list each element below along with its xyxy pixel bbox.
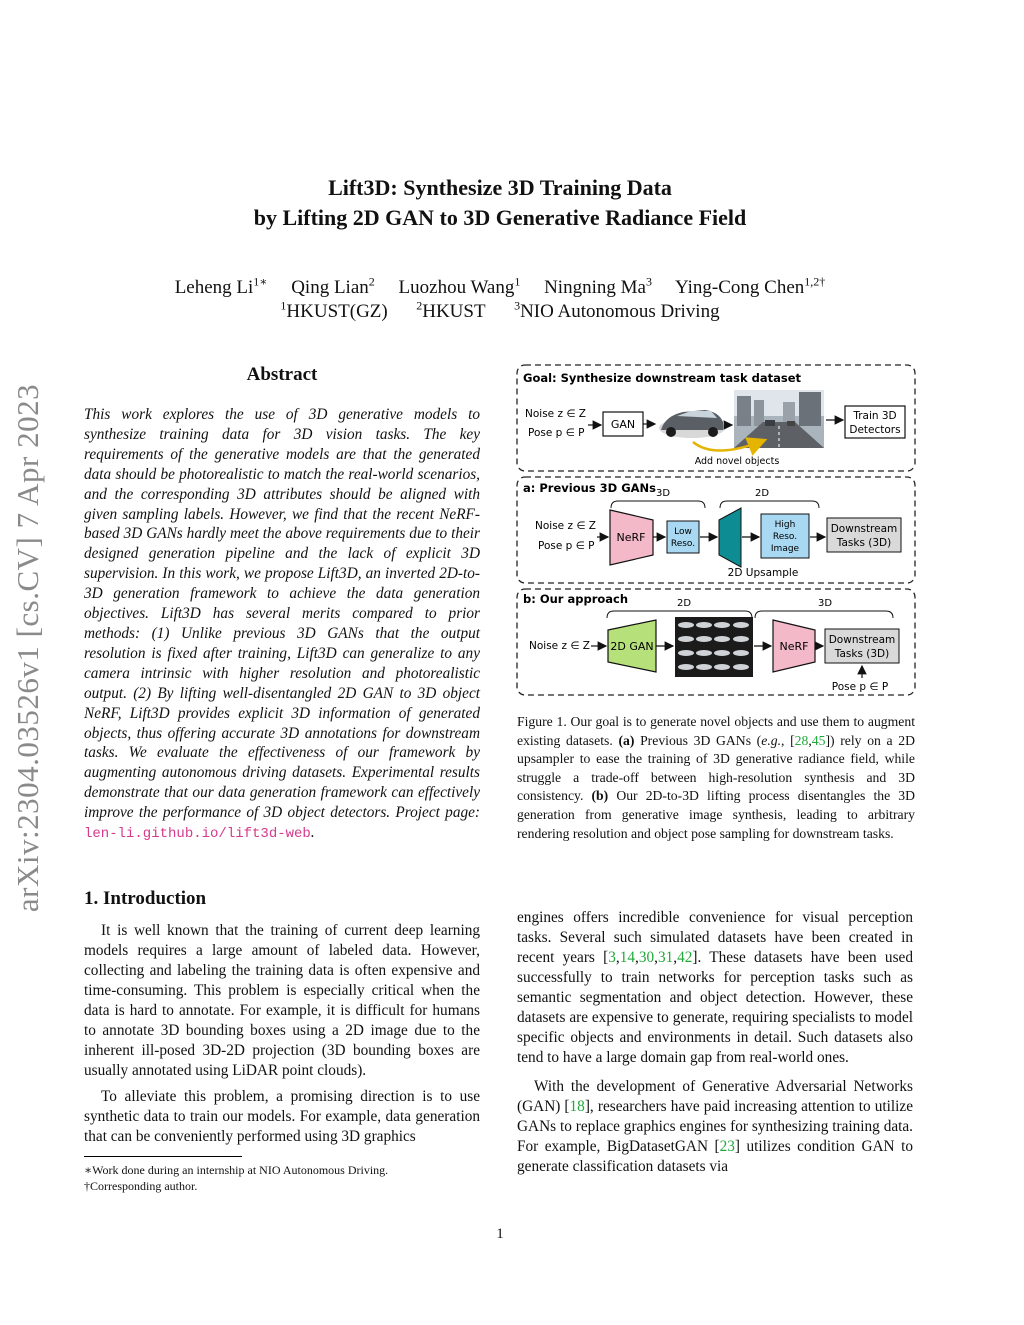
abstract-text: This work explores the use of 3D generative models to synthesize training data for 3D vision tasks. The key requirements of the generative models are that the generated data should be photorealistic to match the real-world scenarios, and the corresponding 3D attributes should be aligned with given sampling labels. However, we find that the recent NeRF-based 3D GANs hardly meet the above requirements due to their designed generation pipeline and the lack of explicit 3D supervision. In this work, we propose Lift3D, an inverted 2D-to-3D generation framework to achieve the data generation objectives. Lift3D has several merits compared to prior methods: (1) Unlike previous 3D GANs that the output resolution is fixed after training, Lift3D can generalize to any camera intrinsic with higher resolution and photorealistic output. (2) By lifting well-disentangled 2D GAN to 3D object NeRF, Lift3D provides explicit 3D information of generated objects, thus offering accurate 3D annotations for downstream tasks. We evaluate the effectiveness of our framework by augmenting autonomous driving datasets. Experimental results demonstrate that our data generation framework can effectively improve the performance of 3D object detectors. Project page: [84,406,480,822]
gan-box-label: GAN [610,418,636,431]
generated-car-image [659,410,725,438]
intro-right-column [517,908,913,1177]
citation-link[interactable]: 31 [657,949,674,966]
high-reso-label-1: High [774,520,796,530]
caption-lead: Figure 1. Our goal is to generate novel objects and use them to augment existing datasets. [517,714,915,748]
author: Ningning Ma$^3$ [544,275,652,299]
affiliation: $^3$NIO Autonomous Driving [514,299,720,323]
introduction-heading: 1. Introduction [84,888,207,909]
page-number: 1 [496,1226,504,1242]
arxiv-stamp-text: arXiv:2304.03526v1 [cs.CV] 7 Apr 2023 [10,383,45,913]
noise-label: Noise z ∈ Z [525,408,586,420]
author: Qing Lian$^2$ [291,275,375,299]
panel-b-title: b: Our approach [523,592,629,606]
intro-paragraph: It is well known that the training of current deep learning models requires a large amount of labeled data. However, collecting and labeling the training data is often expensive and time-consuming. This problem is especially critical when the data is hard to annotate. For example, it is difficult for humans to annotate 3D bounding boxes using a 2D image due to the inherent ill-posed 3D-2D projection (3D bounding boxes are usually annotated using LiDAR point clouds). [84,922,480,1079]
citation-link[interactable]: 28 [794,732,809,748]
citation-link[interactable]: 23 [719,1138,735,1155]
low-reso-label-2: Reso. [670,539,696,549]
noise-label: Noise z ∈ Z [535,520,596,532]
panel-a-title: a: Previous 3D GANs [523,481,656,495]
intro-left-column [84,921,480,1147]
street-scene-image [734,390,824,448]
figure-1-diagram [515,360,918,700]
noise-label: Noise z ∈ Z [529,640,590,652]
footnote: ∗Work done during an internship at NIO Autonomous Driving. [84,1163,389,1177]
citation-link[interactable]: 3 [608,949,616,966]
text-run: With the development of Generative Adversarial Networks (GAN) [ [517,1078,913,1115]
citation-link[interactable]: 14 [619,949,635,966]
low-reso-label-1: Low [674,527,692,537]
text-run: ]. These datasets have been used successfully to train networks for perception tasks such as semantic segmentation and object detection. However, these datasets are expensive to generate, requiring specialists to model specific objects and environments in detail. Such datasets also tend to have a large domain gap from real-world ones. [517,949,913,1066]
upsample-label: 2D Upsample [727,567,799,579]
author: Leheng $Li^{1∗}$ [174,275,268,299]
caption-cite-open: , [ [781,732,795,748]
footnote-rule [84,1156,242,1157]
nerf-label: NeRF [779,640,809,653]
high-reso-label-2: Reso. [772,532,798,542]
abstract-end: . [310,824,315,842]
text-run: ] utilizes condition GAN to generate classification datasets via [517,1138,913,1175]
generated-car-grid [675,617,753,677]
high-reso-label-3: Image [770,544,800,554]
citation-link[interactable]: 42 [677,949,693,966]
train-3d-label-1: Train 3D [853,410,897,422]
paper-title-line-1: Lift3D: Synthesize 3D Training Data [328,175,672,200]
label-3d: 3D [818,598,833,609]
abstract-heading: Abstract [246,364,318,385]
caption-a-marker: (a) [618,732,635,748]
figure-1 [515,360,918,700]
pose-label: Pose p ∈ P [528,427,585,439]
abstract-body [84,405,480,845]
citation-link[interactable]: 45 [811,732,826,748]
pose-label: Pose p ∈ P [538,540,595,552]
figure-1-caption: Figure 1. Our goal is to generate novel objects and use them to augment existing datasets. (a) Previous 3D GANs (e.g., [28,45]) rely on a 2D upsampler to ease the training of 3D generative radiance field, while struggle a trade-off between high-resolution synthesis and 3D consistency. (b) Our 2D-to-3D lifting process disentangles the 3D generation from generative image synthesis, leading to arbitrary rendering resolution and object pose sampling for downstream tasks. [517,714,916,841]
downstream-label-2: Tasks (3D) [834,648,890,660]
pose-label: Pose p ∈ P [831,681,889,693]
nerf-label: NeRF [616,531,646,544]
label-2d: 2D [677,598,692,609]
intro-paragraph [517,1077,913,1177]
label-3d: 3D [656,488,671,499]
downstream-label-1: Downstream [828,634,896,646]
footnote: †Corresponding author. [84,1179,198,1193]
paper-title-line-2: by Lifting 2D GAN to 3D Generative Radiance Field [253,205,747,230]
project-page-link[interactable]: len-li.github.io/lift3d-web [84,826,311,843]
citation-link[interactable]: 30 [638,949,655,966]
text-run: engines offers incredible convenience for visual perception tasks. Several such simulated datasets have been created in recent years [ [517,909,913,966]
train-3d-label-2: Detectors [849,424,901,436]
label-2d: 2D [755,488,770,499]
add-novel-objects-label: Add novel objects [694,456,780,467]
affiliation: $^1$HKUST(GZ) [280,299,388,323]
downstream-label-1: Downstream [830,523,898,535]
author: Ying-Cong Chen$^{1,2\dagger}$ [674,275,826,299]
caption-a-text: Previous 3D GANs ( [634,732,762,748]
affiliation-list [0,294,1000,324]
goal-title: Goal: Synthesize downstream task dataset [523,371,802,385]
upsampler-block [719,508,741,567]
gan-2d-label: 2D GAN [610,640,654,653]
citation-link[interactable]: 18 [569,1098,585,1115]
caption-a-rest: ]) rely on a 2D upsampler to ease the training of 3D generative radiance field, while struggle a trade-off between high-resolution synthesis and 3D consistency. [517,732,916,804]
caption-eg: e.g. [761,732,782,748]
author: Luozhou Wang$^1$ [398,275,521,299]
affiliation: $^2$HKUST [416,299,486,323]
downstream-label-2: Tasks (3D) [836,537,892,549]
footnotes [84,1162,484,1194]
caption-b-text: Our 2D-to-3D lifting process disentangles the 3D generation from generative image synthesis, leading to arbitrary rendering resolution and object pose sampling for downstream tasks. [517,788,916,841]
intro-paragraph: To alleviate this problem, a promising direction is to use synthetic data to train our models. For example, data generation that can be conveniently performed using 3D graphics [84,1088,480,1145]
caption-b-marker: (b) [591,788,609,804]
text-run: ], researchers have paid increasing attention to utilize GANs to replace graphics engines for synthesizing training data. For example, BigDatasetGAN [ [517,1098,913,1155]
arxiv-stamp [6,360,46,930]
intro-paragraph: engines offers incredible convenience for visual perception tasks. Several such simulated datasets have been created in recent years [3,14,30,31,42]. These datasets have been used successfully to train networks for perception tasks such as semantic segmentation and object detection. However, these datasets are expensive to generate, requiring specialists to model specific objects and environments in detail. Such datasets also tend to have a large domain gap from real-world ones. [517,909,913,1066]
